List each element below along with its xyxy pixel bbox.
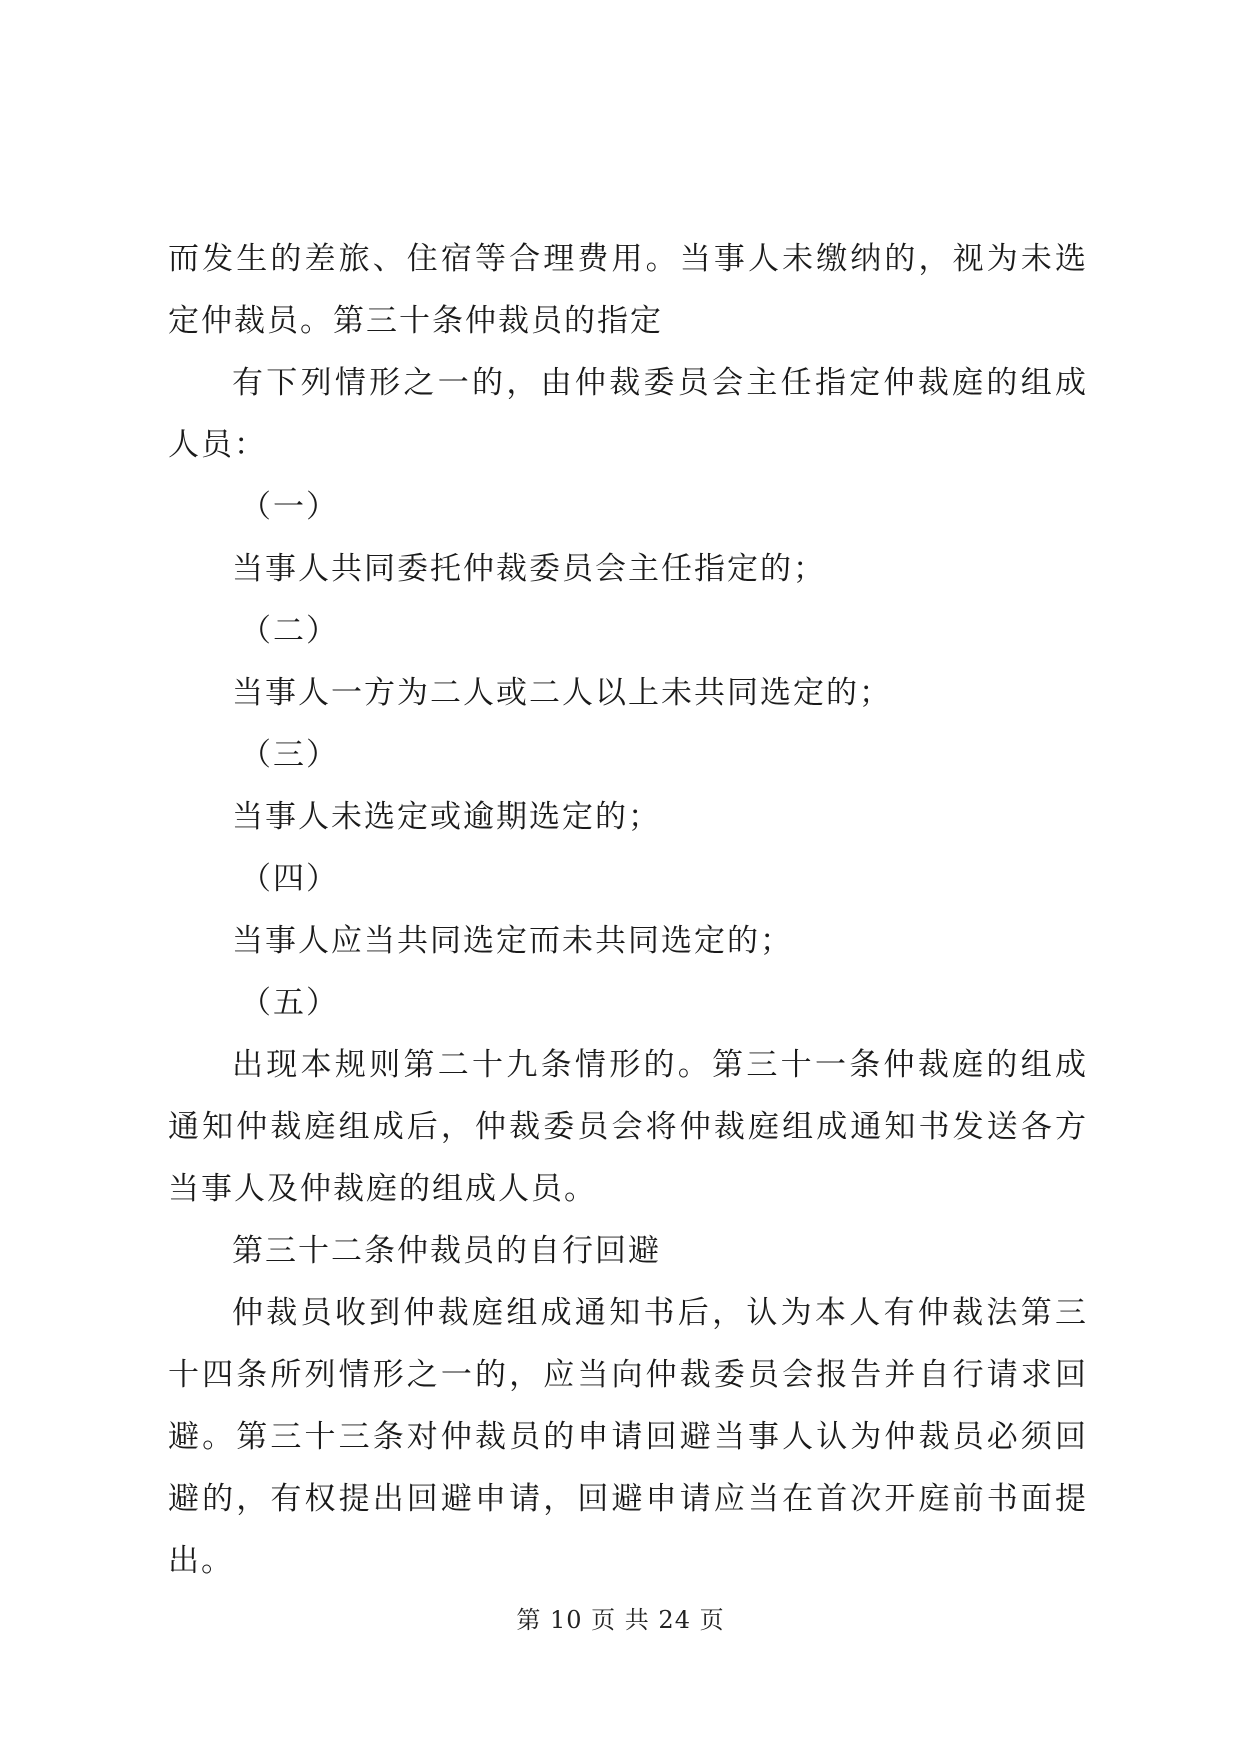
- list-item-4: 当事人应当共同选定而未共同选定的；: [232, 923, 793, 959]
- paragraph-article-31: 出现本规则第二十九条情形的。第三十一条仲裁庭的组成通知仲裁庭组成后，仲裁委员会将仲裁庭组成通知书发送各方当事人及仲裁庭的组成人员。: [168, 1047, 1088, 1207]
- list-marker-5: （五）: [240, 985, 339, 1021]
- list-item-2: 当事人一方为二人或二人以上未共同选定的；: [232, 675, 892, 711]
- paragraph-article-32-33: 仲裁员收到仲裁庭组成通知书后，认为本人有仲裁法第三十四条所列情形之一的，应当向仲裁委员会报告并自行请求回避。第三十三条对仲裁员的申请回避当事人认为仲裁员必须回避的，有权提出回避申请，回避申请应当在首次开庭前书面提出。: [168, 1295, 1088, 1579]
- page-number-footer: 第 10 页 共 24 页: [516, 1606, 725, 1634]
- paragraph-continuation: 而发生的差旅、住宿等合理费用。当事人未缴纳的，视为未选定仲裁员。第三十条仲裁员的指定: [168, 241, 1088, 339]
- list-marker-4: （四）: [240, 861, 339, 897]
- list-marker-2: （二）: [240, 613, 339, 649]
- list-item-3: 当事人未选定或逾期选定的；: [232, 799, 661, 835]
- heading-article-32: 第三十二条仲裁员的自行回避: [232, 1233, 661, 1269]
- list-item-1: 当事人共同委托仲裁委员会主任指定的；: [232, 551, 826, 587]
- list-marker-1: （一）: [240, 489, 339, 525]
- list-marker-3: （三）: [240, 737, 339, 773]
- document-body: [168, 228, 1088, 1592]
- paragraph-designation-intro: 有下列情形之一的，由仲裁委员会主任指定仲裁庭的组成人员：: [168, 365, 1088, 463]
